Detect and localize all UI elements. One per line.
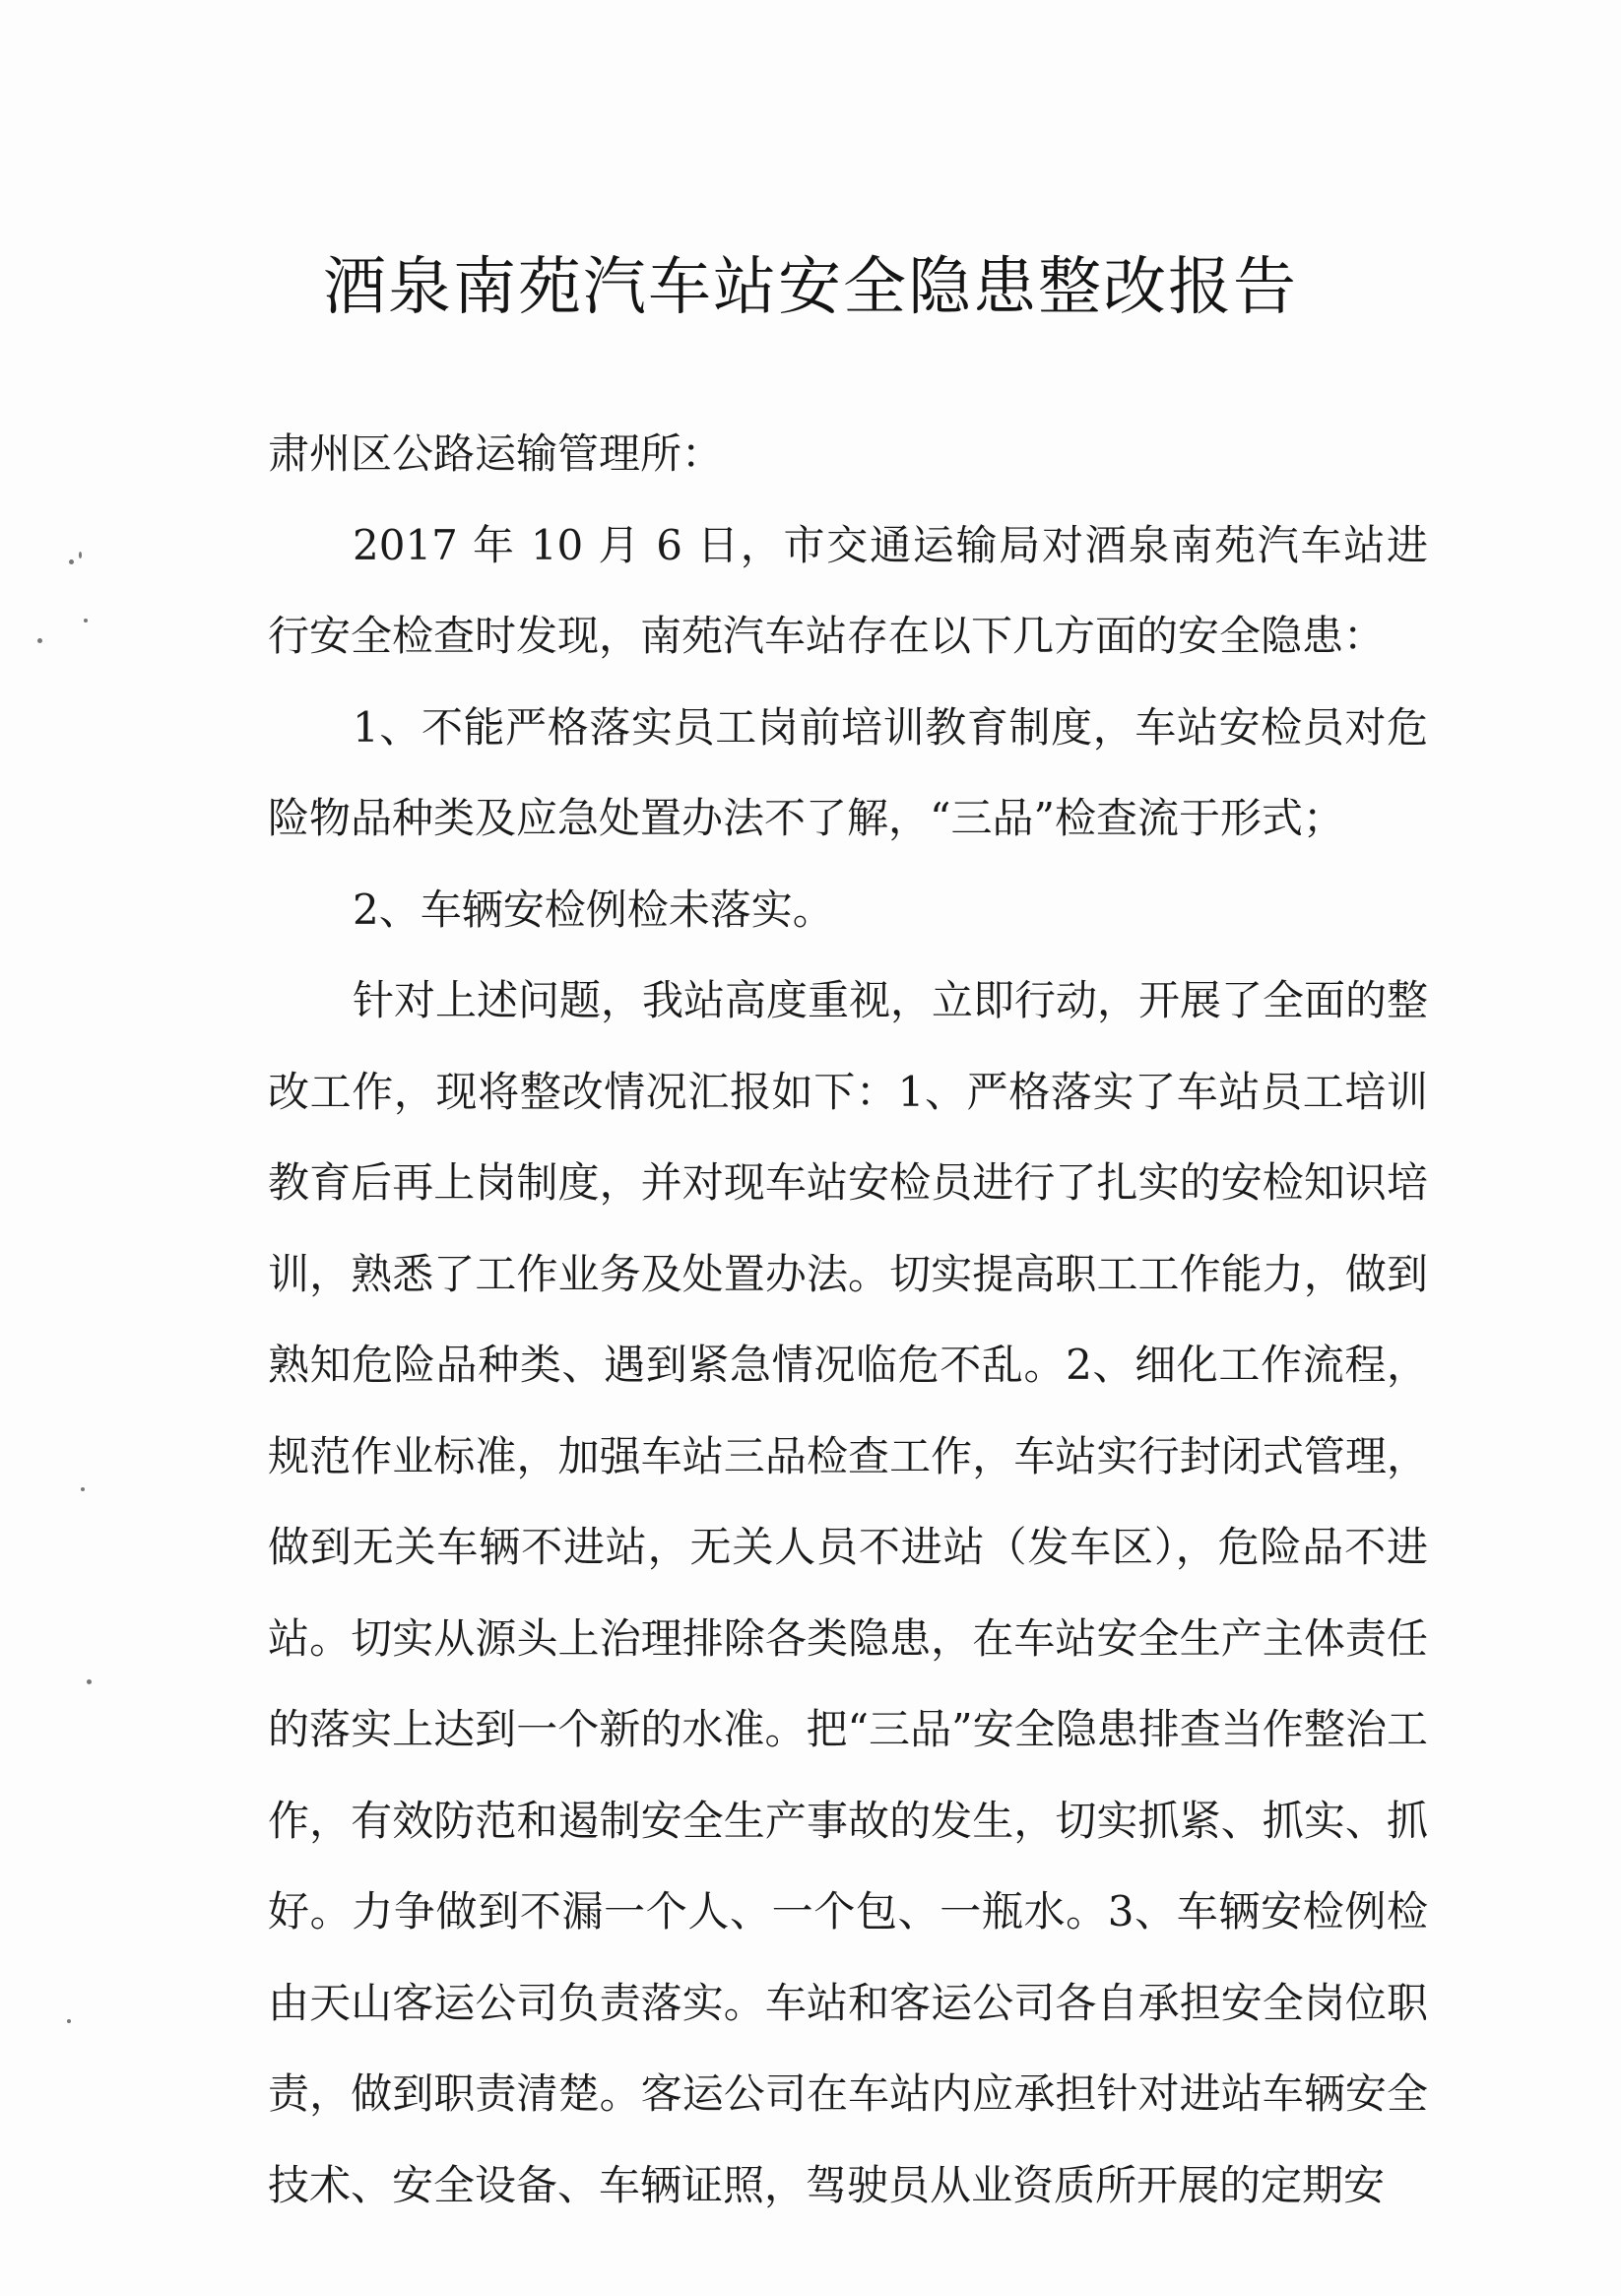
paragraph-issue-1: 1、不能严格落实员工岗前培训教育制度，车站安检员对危险物品种类及应急处置办法不了解，“三品”检查流于形式； <box>268 702 1428 842</box>
scan-speck <box>87 1679 92 1684</box>
scan-speck <box>67 2019 71 2023</box>
scan-speck <box>69 559 74 564</box>
scan-speck <box>37 638 42 643</box>
scan-speck <box>79 552 82 558</box>
document-body <box>268 409 1428 2231</box>
paragraph-inspection: 2017 年 10 月 6 日，市交通运输局对酒泉南苑汽车站进行安全检查时发现，南苑汽车站存在以下几方面的安全隐患： <box>268 520 1428 660</box>
document-title: 酒泉南苑汽车站安全隐患整改报告 <box>323 251 1298 324</box>
paragraph-issue-2: 2、车辆安检例检未落实。 <box>353 885 834 934</box>
scan-speck <box>84 619 88 623</box>
paragraph-rectification: 针对上述问题，我站高度重视，立即行动，开展了全面的整改工作，现将整改情况汇报如下：1、严格落实了车站员工培训教育后再上岗制度，并对现车站安检员进行了扎实的安检知识培训，熟悉了工作业务及处置办法。切实提高职工工作能力，做到熟知危险品种类、遇到紧急情况临危不乱。2、细化工作流程，规范作业标准，加强车站三品检查工作，车站实行封闭式管理，做到无关车辆不进站，无关人员不进站（发车区），危险品不进站。切实从源头上治理排除各类隐患，在车站安全生产主体责任的落实上达到一个新的水准。把“三品”安全隐患排查当作整治工作，有效防范和遏制安全生产事故的发生，切实抓紧、抓实、抓好。力争做到不漏一个人、一个包、一瓶水。3、车辆安检例检由天山客运公司负责落实。车站和客运公司各自承担安全岗位职责，做到职责清楚。客运公司在车站内应承担针对进站车辆安全技术、安全设备、车辆证照，驾驶员从业资质所开展的定期安 <box>268 976 1429 2209</box>
scan-speck <box>81 1487 85 1491</box>
salutation: 肃州区公路运输管理所： <box>268 429 724 478</box>
